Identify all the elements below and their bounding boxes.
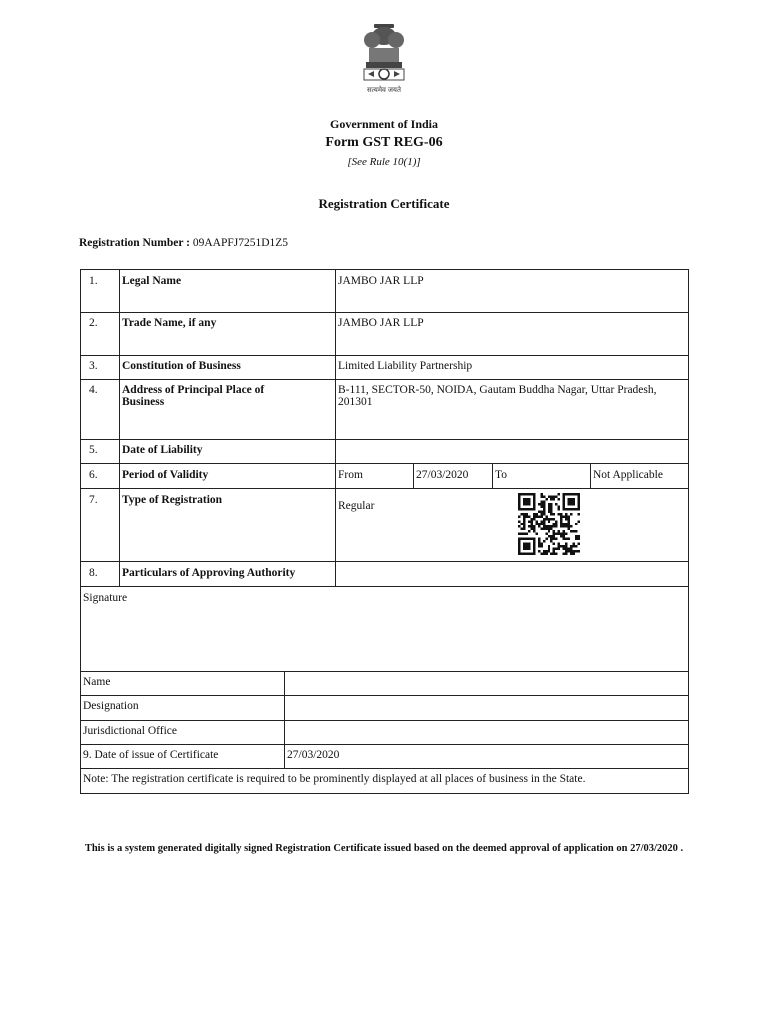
row-divider bbox=[80, 439, 689, 440]
column-divider bbox=[590, 463, 591, 488]
column-divider bbox=[413, 463, 414, 488]
validity-to-label: To bbox=[495, 469, 507, 481]
column-divider bbox=[119, 269, 120, 586]
legal-name-label: Legal Name bbox=[122, 275, 182, 287]
column-divider bbox=[284, 671, 285, 768]
row-divider bbox=[80, 463, 689, 464]
issue-date-value: 27/03/2020 bbox=[287, 749, 340, 761]
registration-number-label: Registration Number : bbox=[79, 237, 190, 249]
validity-label: Period of Validity bbox=[122, 469, 209, 481]
row-number: 2. bbox=[89, 317, 98, 329]
system-generated-notice: This is a system generated digitally signed Registration Certificate issued based on the deemed approval of application on 27/03/2020 . bbox=[84, 843, 684, 854]
constitution-value: Limited Liability Partnership bbox=[338, 360, 473, 372]
row-number: 7. bbox=[89, 494, 98, 506]
issue-date-label: 9. Date of issue of Certificate bbox=[83, 749, 219, 761]
row-divider bbox=[80, 695, 689, 696]
row-number: 3. bbox=[89, 360, 98, 372]
row-divider bbox=[80, 671, 689, 672]
rule-reference: [See Rule 10(1)] bbox=[347, 156, 421, 168]
row-divider bbox=[80, 744, 689, 745]
registration-type-value: Regular bbox=[338, 500, 375, 512]
trade-name-value: JAMBO JAR LLP bbox=[338, 317, 424, 329]
row-divider bbox=[80, 561, 689, 562]
display-note: Note: The registration certificate is required to be prominently displayed at all places of business in the State. bbox=[83, 773, 586, 785]
validity-from-label: From bbox=[338, 469, 363, 481]
form-title: Form GST REG-06 bbox=[325, 135, 443, 150]
name-label: Name bbox=[83, 676, 111, 688]
trade-name-label: Trade Name, if any bbox=[122, 317, 217, 329]
emblem-motto: सत्यमेव जयते bbox=[367, 86, 401, 94]
liability-date-label: Date of Liability bbox=[122, 444, 203, 456]
address-value: B-111, SECTOR-50, NOIDA, Gautam Buddha Nagar, Uttar Pradesh, 201301 bbox=[338, 384, 657, 408]
validity-from-date: 27/03/2020 bbox=[416, 469, 469, 481]
row-divider bbox=[80, 488, 689, 489]
row-divider bbox=[80, 379, 689, 380]
row-divider bbox=[80, 768, 689, 769]
row-number: 8. bbox=[89, 567, 98, 579]
row-divider bbox=[80, 720, 689, 721]
row-number: 4. bbox=[89, 384, 98, 396]
column-divider bbox=[492, 463, 493, 488]
registration-number-value: 09AAPFJ7251D1Z5 bbox=[192, 237, 289, 249]
signature-label: Signature bbox=[83, 592, 128, 604]
government-heading: Government of India bbox=[330, 117, 438, 131]
address-label: Address of Principal Place of Business bbox=[122, 384, 265, 408]
jurisdictional-office-label: Jurisdictional Office bbox=[83, 725, 177, 737]
certificate-table bbox=[80, 269, 689, 794]
row-number: 5. bbox=[89, 444, 98, 456]
row-number: 6. bbox=[89, 469, 98, 481]
row-divider bbox=[80, 355, 689, 356]
constitution-label: Constitution of Business bbox=[122, 360, 241, 372]
qr-code-icon bbox=[517, 493, 581, 555]
registration-type-label: Type of Registration bbox=[122, 494, 223, 506]
row-divider bbox=[80, 312, 689, 313]
registration-number bbox=[79, 237, 288, 249]
certificate-title: Registration Certificate bbox=[318, 196, 450, 211]
approving-authority-label: Particulars of Approving Authority bbox=[122, 567, 296, 579]
legal-name-value: JAMBO JAR LLP bbox=[338, 275, 424, 287]
row-divider bbox=[80, 586, 689, 587]
designation-label: Designation bbox=[83, 700, 139, 712]
row-number: 1. bbox=[89, 275, 98, 287]
validity-to-date: Not Applicable bbox=[593, 469, 663, 481]
column-divider bbox=[335, 269, 336, 586]
